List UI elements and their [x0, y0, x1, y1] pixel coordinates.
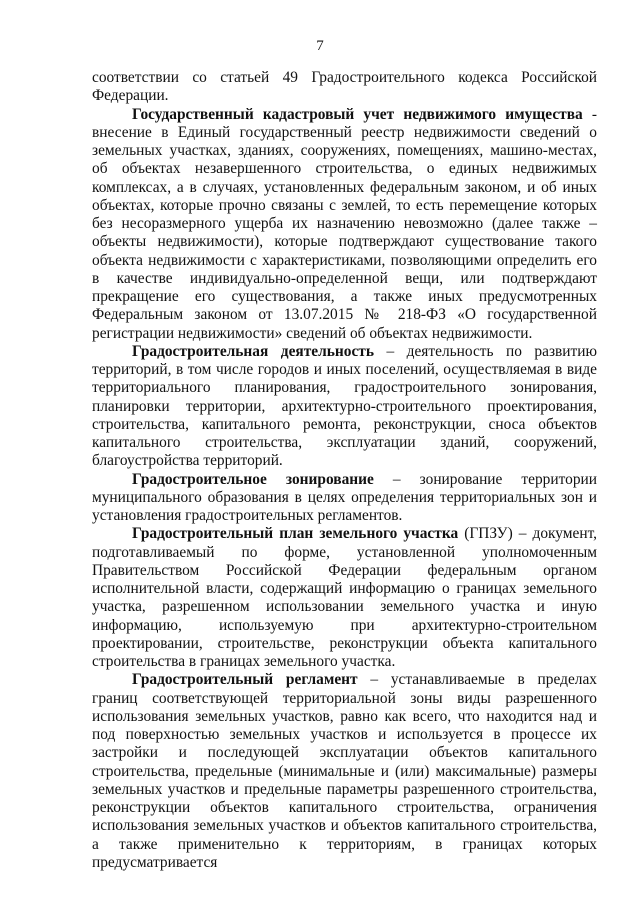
paragraph-definition [92, 471, 597, 526]
paragraph-definition [92, 106, 597, 343]
defined-term: Градостроительный регламент [132, 671, 358, 689]
document-body [92, 69, 597, 872]
paragraph-definition [92, 525, 597, 671]
definition-text: - внесение в Единый государственный реестр недвижимости сведений о земельных участках, зданиях, сооружениях, помещениях, машино-местах, об объектах незавершенного строительства, о единых недвижимых комплексах, а в случаях, установленных федеральным законом, и об иных объектах, которые прочно связаны с землей, то есть перемещение которых без несоразмерного ущерба их назначению невозможно (далее также – объекты недвижимости), которые подтверждают существование такого объекта недвижимости с характеристиками, позволяющими определить его в качестве индивидуально-определенной вещи, или подтверждают прекращение его существования, а также иных предусмотренных Федеральным законом от 13.07.2015 № 218-ФЗ «О государственной регистрации недвижимости» сведений об объектах недвижимости. [92, 105, 597, 342]
defined-term: Градостроительная деятельность [132, 342, 374, 360]
paragraph-continuation [92, 69, 597, 106]
defined-term: Градостроительный план земельного участка [132, 525, 459, 543]
definition-text: – деятельность по развитию территорий, в том числе городов и иных поселений, осуществляемая в виде территориального планирования, градостроительного зонирования, планировки территории, архитектурно-строительного проектирования, строительства, капитального ремонта, реконструкции, сноса объектов капитального строительства, эксплуатации зданий, сооружений, благоустройства территорий. [92, 342, 597, 470]
definition-text: – устанавливаемые в пределах границ соответствующей территориальной зоны виды разрешенного использования земельных участков, равно как всего, что находится над и под поверхностью земельных участков и используется в процессе их застройки и последующей эксплуатации объектов капитального строительства, предельные (минимальные и (или) максимальные) размеры земельных участков и предельные параметры разрешенного строительства, реконструкции объектов капитального строительства, ограничения использования земельных участков и объектов капитального строительства, а также применительно к территориям, в границах которых предусматривается [92, 671, 597, 871]
definition-text: – зонирование территории муниципального образования в целях определения территориальных зон и установления градостроительных регламентов. [92, 470, 597, 524]
defined-term: Градостроительное зонирование [132, 470, 374, 488]
paragraph-definition [92, 343, 597, 471]
definition-text: (ГПЗУ) – документ, подготавливаемый по форме, установленной уполномоченным Правительством Российской Федерации федеральным органом исполнительной власти, содержащий информацию о границах земельного участка, разрешенном использовании земельного участка и иную информацию, используемую при архитектурно-строительном проектировании, строительстве, реконструкции объекта капитального строительства в границах земельного участка. [92, 525, 597, 670]
defined-term: Государственный кадастровый учет недвижимого имущества [132, 105, 583, 123]
paragraph-text: соответствии со статьей 49 Градостроительного кодекса Российской Федерации. [92, 69, 597, 105]
paragraph-definition [92, 671, 597, 872]
page-number: 7 [316, 38, 324, 54]
